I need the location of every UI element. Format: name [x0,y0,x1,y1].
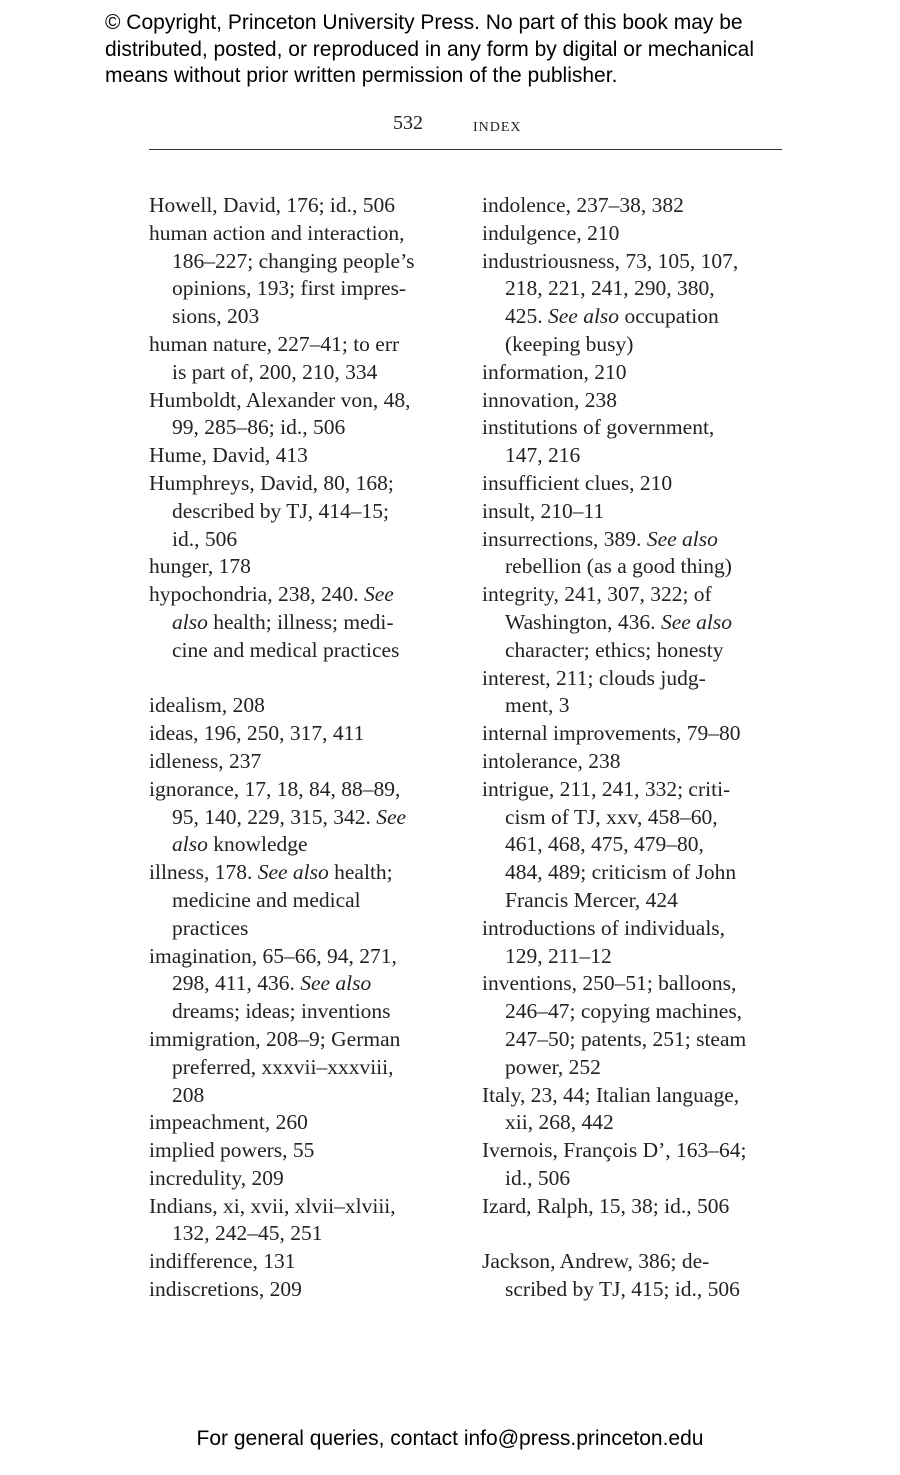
index-entry-continuation: cine and medical practices [172,637,400,662]
index-entry: imagination, 65–66, 94, 271, [149,943,397,968]
contact-text: For general queries, contact info@press.princeton.edu [196,1427,704,1450]
index-entry-continuation: 129, 211–12 [505,943,612,968]
index-entry: interest, 211; clouds judg- [482,665,706,690]
index-entry: intolerance, 238 [482,748,621,773]
index-entry-continuation: 95, 140, 229, 315, 342. See [172,804,407,829]
index-entry-continuation: 218, 221, 241, 290, 380, [505,276,715,301]
index-entry-continuation: id., 506 [172,526,238,551]
index-entry: insufficient clues, 210 [482,470,673,495]
index-entry: Ivernois, François D’, 163–64; [482,1138,747,1163]
index-entry-continuation: 247–50; patents, 251; steam [505,1026,747,1051]
index-entry: ideas, 196, 250, 317, 411 [149,721,365,746]
index-entry: introductions of individuals, [482,915,726,940]
index-entry-continuation: character; ethics; honesty [505,637,724,662]
index-entry: implied powers, 55 [149,1138,315,1163]
index-entry: Humphreys, David, 80, 168; [149,470,394,495]
index-entry-continuation: xii, 268, 442 [505,1110,614,1135]
index-entry: Indians, xi, xvii, xlvii–xlviii, [149,1193,396,1218]
index-entry-continuation: also health; illness; medi- [172,609,394,634]
index-entry-continuation: also knowledge [172,832,308,857]
index-entry: Jackson, Andrew, 386; de- [482,1249,710,1274]
index-entry-continuation: 246–47; copying machines, [505,999,743,1024]
index-entry: information, 210 [482,359,627,384]
index-entry-continuation: opinions, 193; first impres- [172,276,407,301]
index-entry: Hume, David, 413 [149,443,308,468]
index-entry-continuation: Washington, 436. See also [505,609,732,634]
copyright-notice [105,10,865,90]
index-entry: hunger, 178 [149,554,251,579]
index-entry-continuation: 298, 411, 436. See also [172,971,372,996]
index-entry-continuation: 186–227; changing people’s [172,248,415,273]
page-number: 532 [393,112,423,134]
index-entry-continuation: medicine and medical [172,887,361,912]
index-entry: impeachment, 260 [149,1110,308,1135]
index-entry: human action and interaction, [149,220,405,245]
index-entry: Italy, 23, 44; Italian language, [482,1082,740,1107]
letter-group-gap [482,1220,792,1248]
index-entry: integrity, 241, 307, 322; of [482,582,712,607]
copyright-line: distributed, posted, or reproduced in any form by digital or mechanical [105,37,755,61]
index-entry-continuation: sions, 203 [172,304,260,329]
index-entry: indolence, 237–38, 382 [482,193,684,217]
letter-group-gap [149,665,459,693]
index-entry-continuation: power, 252 [505,1054,601,1079]
index-entry-continuation: 425. See also occupation [505,304,719,329]
index-entry: inventions, 250–51; balloons, [482,971,737,996]
copyright-line: © Copyright, Princeton University Press. No part of this book may be [105,11,743,34]
index-entry-continuation: dreams; ideas; inventions [172,999,391,1024]
contact-footer [0,1427,900,1451]
copyright-line: means without prior written permission of the publisher. [105,64,618,87]
index-entry: hypochondria, 238, 240. See [149,582,394,607]
index-entry: illness, 178. See also health; [149,860,393,885]
index-entry-continuation: rebellion (as a good thing) [505,554,732,579]
index-entry-continuation: 461, 468, 475, 479–80, [505,832,704,857]
index-entry: institutions of government, [482,415,715,440]
index-entry-continuation: scribed by TJ, 415; id., 506 [505,1277,740,1302]
index-entry: ignorance, 17, 18, 84, 88–89, [149,776,401,801]
index-entry-continuation: ment, 3 [505,693,570,718]
index-entry: industriousness, 73, 105, 107, [482,248,739,273]
section-title: index [473,114,522,136]
index-entry: intrigue, 211, 241, 332; criti- [482,776,731,801]
index-entry-continuation: 147, 216 [505,443,581,468]
index-entry: idealism, 208 [149,693,265,718]
index-entry-continuation: is part of, 200, 210, 334 [172,359,378,384]
index-column-right [482,192,792,1304]
index-entry-continuation: 208 [172,1082,205,1107]
index-entry: human nature, 227–41; to err [149,331,400,356]
index-entry: insult, 210–11 [482,498,605,523]
index-entry: incredulity, 209 [149,1165,284,1190]
index-entry-continuation: preferred, xxxvii–xxxviii, [172,1054,394,1079]
index-entry-continuation: 99, 285–86; id., 506 [172,415,346,440]
index-entry: indiscretions, 209 [149,1277,302,1302]
index-entry: insurrections, 389. See also [482,526,718,551]
index-entry-continuation: described by TJ, 414–15; [172,498,389,523]
index-entry: Izard, Ralph, 15, 38; id., 506 [482,1193,730,1218]
index-entry-continuation: Francis Mercer, 424 [505,887,678,912]
index-column-left [149,192,459,1304]
header-rule [149,149,782,150]
index-entry: Howell, David, 176; id., 506 [149,193,396,217]
index-entry: internal improvements, 79–80 [482,721,741,746]
index-entry: immigration, 208–9; German [149,1026,401,1051]
index-entry-continuation: 484, 489; criticism of John [505,860,737,885]
index-entry: idleness, 237 [149,748,262,773]
index-entry: innovation, 238 [482,387,617,412]
index-entry-continuation: cism of TJ, xxv, 458–60, [505,804,718,829]
index-entry: Humboldt, Alexander von, 48, [149,387,411,412]
index-entry-continuation: (keeping busy) [505,331,634,356]
index-entry-continuation: 132, 242–45, 251 [172,1221,323,1246]
running-head [149,112,782,142]
index-entry-continuation: practices [172,915,249,940]
index-entry: indulgence, 210 [482,220,620,245]
index-entry-continuation: id., 506 [505,1165,571,1190]
index-entry: indifference, 131 [149,1249,296,1274]
